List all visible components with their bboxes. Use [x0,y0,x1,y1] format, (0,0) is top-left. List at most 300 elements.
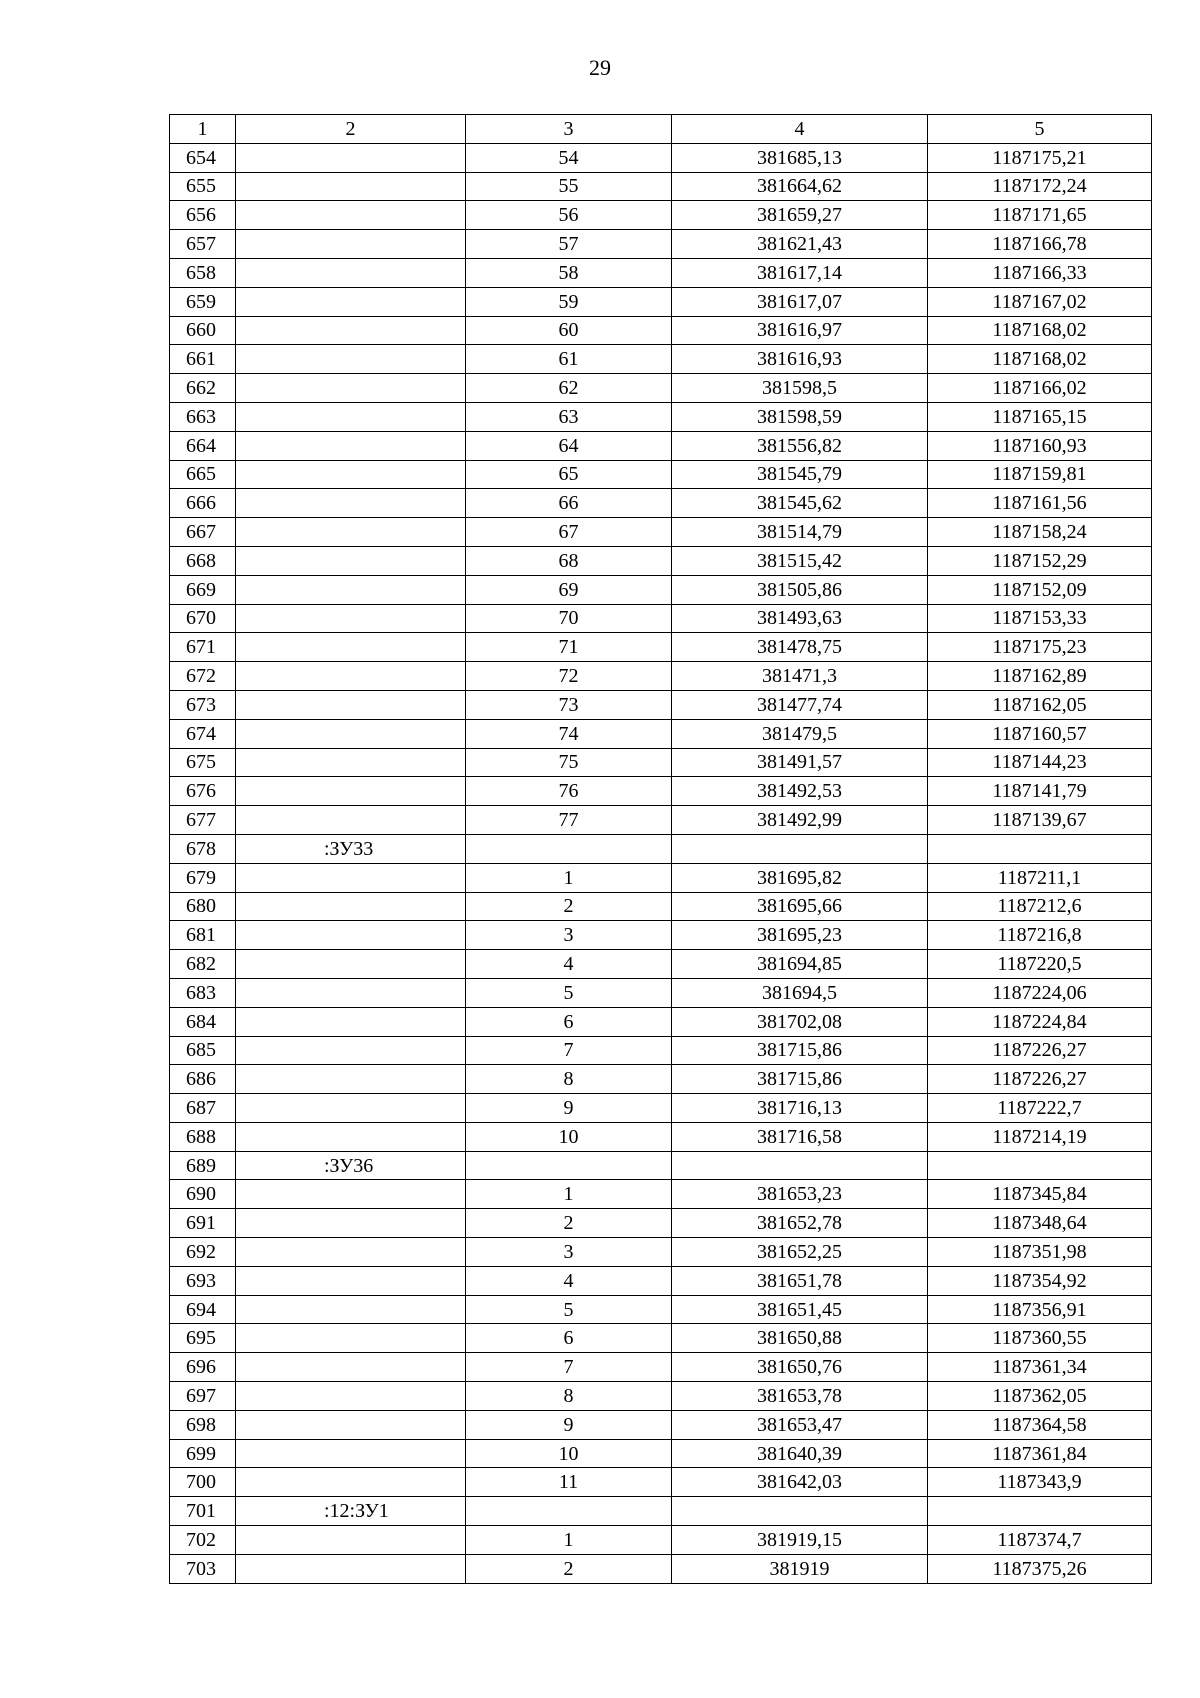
y-coordinate-cell: 1187222,7 [928,1094,1152,1123]
table-row [170,863,1152,892]
parcel-label-cell [236,1410,466,1439]
x-coordinate-cell: 381477,74 [672,690,928,719]
point-number-cell: 56 [466,201,672,230]
y-coordinate-cell: 1187158,24 [928,518,1152,547]
header-row [170,115,1152,144]
x-coordinate-cell: 381545,79 [672,460,928,489]
table-row [170,1324,1152,1353]
parcel-label-cell [236,575,466,604]
point-number-cell: 2 [466,1209,672,1238]
point-number-cell: 58 [466,258,672,287]
point-number-cell: 54 [466,143,672,172]
parcel-label-cell [236,748,466,777]
point-number-cell: 8 [466,1065,672,1094]
table-row [170,1468,1152,1497]
x-coordinate-cell [672,1497,928,1526]
point-number-cell: 64 [466,431,672,460]
row-number-cell: 661 [170,345,236,374]
x-coordinate-cell: 381715,86 [672,1065,928,1094]
row-number-cell: 657 [170,230,236,259]
y-coordinate-cell: 1187168,02 [928,316,1152,345]
y-coordinate-cell [928,1497,1152,1526]
point-number-cell: 73 [466,690,672,719]
parcel-label-cell [236,1036,466,1065]
x-coordinate-cell: 381716,13 [672,1094,928,1123]
point-number-cell: 62 [466,374,672,403]
row-number-cell: 694 [170,1295,236,1324]
table-row [170,1180,1152,1209]
point-number-cell: 75 [466,748,672,777]
point-number-cell: 4 [466,950,672,979]
parcel-label-cell [236,1554,466,1583]
x-coordinate-cell: 381685,13 [672,143,928,172]
x-coordinate-cell: 381653,47 [672,1410,928,1439]
table-row [170,834,1152,863]
parcel-label-cell [236,690,466,719]
x-coordinate-cell: 381598,5 [672,374,928,403]
table-row [170,1526,1152,1555]
row-number-cell: 674 [170,719,236,748]
table-row [170,1410,1152,1439]
parcel-label-cell [236,633,466,662]
y-coordinate-cell: 1187152,29 [928,546,1152,575]
y-coordinate-cell: 1187211,1 [928,863,1152,892]
parcel-label-cell [236,287,466,316]
y-coordinate-cell: 1187226,27 [928,1065,1152,1094]
parcel-label-cell [236,777,466,806]
y-coordinate-cell: 1187212,6 [928,892,1152,921]
table-row [170,950,1152,979]
table-row [170,1353,1152,1382]
row-number-cell: 665 [170,460,236,489]
x-coordinate-cell: 381617,07 [672,287,928,316]
y-coordinate-cell: 1187172,24 [928,172,1152,201]
table-row [170,604,1152,633]
y-coordinate-cell: 1187162,89 [928,662,1152,691]
table-row [170,172,1152,201]
x-coordinate-cell: 381651,45 [672,1295,928,1324]
row-number-cell: 682 [170,950,236,979]
header-cell-4: 4 [672,115,928,144]
y-coordinate-cell: 1187356,91 [928,1295,1152,1324]
y-coordinate-cell: 1187166,02 [928,374,1152,403]
x-coordinate-cell: 381642,03 [672,1468,928,1497]
y-coordinate-cell [928,1151,1152,1180]
point-number-cell: 3 [466,921,672,950]
table-row [170,258,1152,287]
row-number-cell: 668 [170,546,236,575]
x-coordinate-cell: 381716,58 [672,1122,928,1151]
table-row [170,1122,1152,1151]
x-coordinate-cell: 381715,86 [672,1036,928,1065]
table-row [170,1036,1152,1065]
parcel-label-cell: :ЗУ33 [236,834,466,863]
x-coordinate-cell: 381479,5 [672,719,928,748]
parcel-label-cell [236,1353,466,1382]
y-coordinate-cell: 1187374,7 [928,1526,1152,1555]
point-number-cell: 6 [466,1324,672,1353]
point-number-cell: 7 [466,1036,672,1065]
table-row [170,1238,1152,1267]
parcel-label-cell [236,604,466,633]
y-coordinate-cell: 1187343,9 [928,1468,1152,1497]
x-coordinate-cell: 381664,62 [672,172,928,201]
row-number-cell: 667 [170,518,236,547]
table-row [170,719,1152,748]
point-number-cell [466,1497,672,1526]
row-number-cell: 672 [170,662,236,691]
parcel-label-cell [236,1065,466,1094]
parcel-label-cell [236,719,466,748]
row-number-cell: 663 [170,402,236,431]
parcel-label-cell: :ЗУ36 [236,1151,466,1180]
y-coordinate-cell: 1187364,58 [928,1410,1152,1439]
x-coordinate-cell: 381640,39 [672,1439,928,1468]
row-number-cell: 687 [170,1094,236,1123]
x-coordinate-cell: 381659,27 [672,201,928,230]
x-coordinate-cell: 381695,66 [672,892,928,921]
row-number-cell: 676 [170,777,236,806]
row-number-cell: 703 [170,1554,236,1583]
point-number-cell: 65 [466,460,672,489]
table-row [170,662,1152,691]
y-coordinate-cell: 1187354,92 [928,1266,1152,1295]
point-number-cell: 5 [466,978,672,1007]
row-number-cell: 673 [170,690,236,719]
table-row [170,230,1152,259]
table-row [170,1439,1152,1468]
point-number-cell: 1 [466,1526,672,1555]
row-number-cell: 662 [170,374,236,403]
point-number-cell: 7 [466,1353,672,1382]
row-number-cell: 669 [170,575,236,604]
row-number-cell: 683 [170,978,236,1007]
point-number-cell: 55 [466,172,672,201]
row-number-cell: 690 [170,1180,236,1209]
header-cell-5: 5 [928,115,1152,144]
table-row [170,402,1152,431]
y-coordinate-cell: 1187161,56 [928,489,1152,518]
row-number-cell: 655 [170,172,236,201]
point-number-cell: 74 [466,719,672,748]
parcel-label-cell [236,950,466,979]
y-coordinate-cell: 1187162,05 [928,690,1152,719]
y-coordinate-cell: 1187166,78 [928,230,1152,259]
row-number-cell: 660 [170,316,236,345]
table-row [170,1151,1152,1180]
table-row [170,1382,1152,1411]
point-number-cell: 57 [466,230,672,259]
parcel-label-cell [236,431,466,460]
x-coordinate-cell: 381505,86 [672,575,928,604]
parcel-label-cell [236,978,466,1007]
header-cell-2: 2 [236,115,466,144]
table-row [170,1065,1152,1094]
table-row [170,345,1152,374]
table-row [170,748,1152,777]
table-row [170,633,1152,662]
parcel-label-cell [236,892,466,921]
x-coordinate-cell: 381515,42 [672,546,928,575]
x-coordinate-cell: 381695,82 [672,863,928,892]
point-number-cell: 63 [466,402,672,431]
row-number-cell: 656 [170,201,236,230]
x-coordinate-cell [672,834,928,863]
x-coordinate-cell: 381492,99 [672,806,928,835]
point-number-cell: 70 [466,604,672,633]
parcel-label-cell [236,1007,466,1036]
parcel-label-cell [236,1526,466,1555]
table-row [170,978,1152,1007]
parcel-label-cell [236,806,466,835]
x-coordinate-cell: 381652,25 [672,1238,928,1267]
table-row [170,575,1152,604]
table-header [170,115,1152,144]
row-number-cell: 680 [170,892,236,921]
parcel-label-cell [236,489,466,518]
table-row [170,690,1152,719]
parcel-label-cell [236,1209,466,1238]
parcel-label-cell [236,258,466,287]
x-coordinate-cell: 381653,78 [672,1382,928,1411]
y-coordinate-cell [928,834,1152,863]
y-coordinate-cell: 1187171,65 [928,201,1152,230]
parcel-label-cell [236,402,466,431]
parcel-label-cell [236,1238,466,1267]
x-coordinate-cell: 381652,78 [672,1209,928,1238]
y-coordinate-cell: 1187362,05 [928,1382,1152,1411]
table-row [170,518,1152,547]
parcel-label-cell [236,863,466,892]
parcel-label-cell [236,1266,466,1295]
point-number-cell: 4 [466,1266,672,1295]
table-body [170,143,1152,1583]
point-number-cell: 71 [466,633,672,662]
parcel-label-cell [236,172,466,201]
row-number-cell: 677 [170,806,236,835]
parcel-label-cell [236,1122,466,1151]
x-coordinate-cell [672,1151,928,1180]
row-number-cell: 697 [170,1382,236,1411]
point-number-cell: 1 [466,863,672,892]
y-coordinate-cell: 1187153,33 [928,604,1152,633]
parcel-label-cell [236,143,466,172]
row-number-cell: 691 [170,1209,236,1238]
table-row [170,374,1152,403]
y-coordinate-cell: 1187220,5 [928,950,1152,979]
row-number-cell: 679 [170,863,236,892]
row-number-cell: 681 [170,921,236,950]
point-number-cell: 2 [466,1554,672,1583]
point-number-cell: 9 [466,1094,672,1123]
y-coordinate-cell: 1187375,26 [928,1554,1152,1583]
table-row [170,777,1152,806]
y-coordinate-cell: 1187351,98 [928,1238,1152,1267]
x-coordinate-cell: 381478,75 [672,633,928,662]
parcel-label-cell [236,230,466,259]
parcel-label-cell [236,518,466,547]
parcel-label-cell [236,374,466,403]
table-row [170,1266,1152,1295]
point-number-cell: 76 [466,777,672,806]
header-cell-3: 3 [466,115,672,144]
parcel-label-cell [236,921,466,950]
y-coordinate-cell: 1187139,67 [928,806,1152,835]
table-row [170,1209,1152,1238]
x-coordinate-cell: 381616,93 [672,345,928,374]
x-coordinate-cell: 381514,79 [672,518,928,547]
row-number-cell: 702 [170,1526,236,1555]
parcel-label-cell [236,1324,466,1353]
y-coordinate-cell: 1187175,23 [928,633,1152,662]
page-number: 29 [589,55,611,80]
point-number-cell: 67 [466,518,672,547]
table-row [170,143,1152,172]
parcel-label-cell: :12:ЗУ1 [236,1497,466,1526]
point-number-cell: 8 [466,1382,672,1411]
table-row [170,201,1152,230]
row-number-cell: 685 [170,1036,236,1065]
x-coordinate-cell: 381651,78 [672,1266,928,1295]
parcel-label-cell [236,1468,466,1497]
point-number-cell: 68 [466,546,672,575]
parcel-label-cell [236,662,466,691]
table-row [170,546,1152,575]
y-coordinate-cell: 1187167,02 [928,287,1152,316]
x-coordinate-cell: 381650,88 [672,1324,928,1353]
coordinates-table [169,114,1152,1584]
table-row [170,1554,1152,1583]
table-row [170,921,1152,950]
row-number-cell: 664 [170,431,236,460]
point-number-cell: 60 [466,316,672,345]
table-row [170,806,1152,835]
x-coordinate-cell: 381653,23 [672,1180,928,1209]
y-coordinate-cell: 1187224,06 [928,978,1152,1007]
point-number-cell: 6 [466,1007,672,1036]
table-row [170,489,1152,518]
row-number-cell: 684 [170,1007,236,1036]
x-coordinate-cell: 381617,14 [672,258,928,287]
parcel-label-cell [236,546,466,575]
table-row [170,1295,1152,1324]
point-number-cell: 1 [466,1180,672,1209]
point-number-cell: 77 [466,806,672,835]
point-number-cell: 59 [466,287,672,316]
x-coordinate-cell: 381556,82 [672,431,928,460]
y-coordinate-cell: 1187160,93 [928,431,1152,460]
x-coordinate-cell: 381621,43 [672,230,928,259]
point-number-cell: 10 [466,1122,672,1151]
x-coordinate-cell: 381616,97 [672,316,928,345]
point-number-cell [466,834,672,863]
row-number-cell: 686 [170,1065,236,1094]
row-number-cell: 699 [170,1439,236,1468]
row-number-cell: 696 [170,1353,236,1382]
x-coordinate-cell: 381471,3 [672,662,928,691]
parcel-label-cell [236,1295,466,1324]
row-number-cell: 700 [170,1468,236,1497]
x-coordinate-cell: 381598,59 [672,402,928,431]
x-coordinate-cell: 381695,23 [672,921,928,950]
x-coordinate-cell: 381919,15 [672,1526,928,1555]
point-number-cell: 72 [466,662,672,691]
y-coordinate-cell: 1187214,19 [928,1122,1152,1151]
row-number-cell: 670 [170,604,236,633]
y-coordinate-cell: 1187360,55 [928,1324,1152,1353]
y-coordinate-cell: 1187348,64 [928,1209,1152,1238]
point-number-cell: 3 [466,1238,672,1267]
row-number-cell: 692 [170,1238,236,1267]
row-number-cell: 689 [170,1151,236,1180]
y-coordinate-cell: 1187175,21 [928,143,1152,172]
y-coordinate-cell: 1187361,84 [928,1439,1152,1468]
x-coordinate-cell: 381650,76 [672,1353,928,1382]
y-coordinate-cell: 1187345,84 [928,1180,1152,1209]
y-coordinate-cell: 1187361,34 [928,1353,1152,1382]
row-number-cell: 701 [170,1497,236,1526]
x-coordinate-cell: 381919 [672,1554,928,1583]
point-number-cell: 61 [466,345,672,374]
point-number-cell: 10 [466,1439,672,1468]
parcel-label-cell [236,1439,466,1468]
table-row [170,1497,1152,1526]
x-coordinate-cell: 381493,63 [672,604,928,633]
row-number-cell: 693 [170,1266,236,1295]
y-coordinate-cell: 1187168,02 [928,345,1152,374]
x-coordinate-cell: 381491,57 [672,748,928,777]
row-number-cell: 678 [170,834,236,863]
row-number-cell: 675 [170,748,236,777]
y-coordinate-cell: 1187226,27 [928,1036,1152,1065]
x-coordinate-cell: 381702,08 [672,1007,928,1036]
point-number-cell: 2 [466,892,672,921]
point-number-cell: 69 [466,575,672,604]
table-row [170,287,1152,316]
parcel-label-cell [236,1094,466,1123]
y-coordinate-cell: 1187224,84 [928,1007,1152,1036]
parcel-label-cell [236,201,466,230]
row-number-cell: 695 [170,1324,236,1353]
point-number-cell: 9 [466,1410,672,1439]
header-cell-1: 1 [170,115,236,144]
table-row [170,892,1152,921]
table-row [170,431,1152,460]
point-number-cell [466,1151,672,1180]
y-coordinate-cell: 1187152,09 [928,575,1152,604]
parcel-label-cell [236,316,466,345]
table-row [170,460,1152,489]
table-row [170,1094,1152,1123]
point-number-cell: 11 [466,1468,672,1497]
row-number-cell: 698 [170,1410,236,1439]
x-coordinate-cell: 381492,53 [672,777,928,806]
x-coordinate-cell: 381694,5 [672,978,928,1007]
table-row [170,1007,1152,1036]
y-coordinate-cell: 1187166,33 [928,258,1152,287]
point-number-cell: 66 [466,489,672,518]
y-coordinate-cell: 1187141,79 [928,777,1152,806]
y-coordinate-cell: 1187144,23 [928,748,1152,777]
y-coordinate-cell: 1187216,8 [928,921,1152,950]
parcel-label-cell [236,1382,466,1411]
y-coordinate-cell: 1187160,57 [928,719,1152,748]
point-number-cell: 5 [466,1295,672,1324]
x-coordinate-cell: 381694,85 [672,950,928,979]
row-number-cell: 688 [170,1122,236,1151]
table-row [170,316,1152,345]
x-coordinate-cell: 381545,62 [672,489,928,518]
